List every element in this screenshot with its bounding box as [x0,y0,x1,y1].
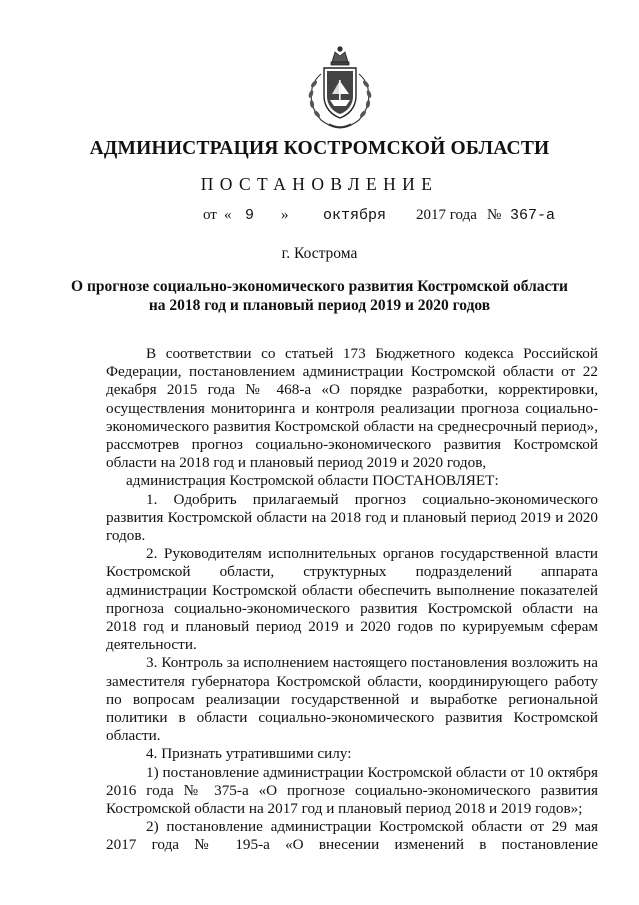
date-quote-open: « [224,207,232,223]
document-body [106,345,598,855]
paragraph-item-3: 3. Контроль за исполнением настоящего постановления возложить на заместителя губернатора Костромской области, координирующего работу по вопросам реализации государственной и выработке региональной политики в области социально-экономического развития Костромской области. [106,654,598,745]
date-year: 2017 года [416,207,477,223]
document-type: ПОСТАНОВЛЕНИЕ [200,174,439,194]
number-sign: № [487,207,502,223]
date-month: октября [323,207,387,224]
coat-of-arms-emblem [299,44,381,132]
paragraph-subitem-2: 2) постановление администрации Костромской области от 29 мая 2017 года № 195-а «О внесении изменений в постановление [106,818,598,854]
title-line-2: на 2018 год и плановый период 2019 и 2020 годов [148,297,491,314]
paragraph-item-4: 4. Признать утратившими силу: [146,745,352,763]
paragraph-item-1: 1. Одобрить прилагаемый прогноз социально-экономического развития Костромской области на 2018 год и плановый период 2019 и 2020 годов. [106,490,598,545]
paragraph-preamble: В соответствии со статьей 173 Бюджетного кодекса Российской Федерации, постановлением администрации Костромской области от 22 декабря 2015 года № 468-а «О порядке разработки, корректировки, осуществления мониторинга и контроля реализации прогноза социально-экономического развития Костромской области на среднесрочный период», рассмотрев прогноз социально-экономического развития Костромской области на 2018 год и плановый период 2019 и 2020 годов, [106,345,598,472]
paragraph-item-2: 2. Руководителям исполнительных органов государственной власти Костромской области, структурных подразделений аппарата администрации Костромской области обеспечить выполнение показателей прогноза социально-экономического развития Костромской области на 2018 год и плановый период 2019 и 2020 годов по курируемым сферам деятельности. [106,545,598,654]
document-number: 367-а [510,207,556,224]
paragraph-subitem-1: 1) постановление администрации Костромской области от 10 октября 2016 года № 375-а «О прогнозе социально-экономического развития Костромской области на 2017 год и плановый период 2018 и 2019 годов»; [106,763,598,818]
date-prefix: от [203,207,217,223]
city: г. Кострома [281,245,358,262]
date-day: 9 [245,207,255,224]
title-line-1: О прогнозе социально-экономического развития Костромской области [71,278,568,295]
paragraph-resolves: администрация Костромской области ПОСТАНОВЛЯЕТ: [126,472,499,490]
organization-name: АДМИНИСТРАЦИЯ КОСТРОМСКОЙ ОБЛАСТИ [89,138,550,159]
document-title [0,277,639,315]
date-quote-close: » [281,207,289,223]
